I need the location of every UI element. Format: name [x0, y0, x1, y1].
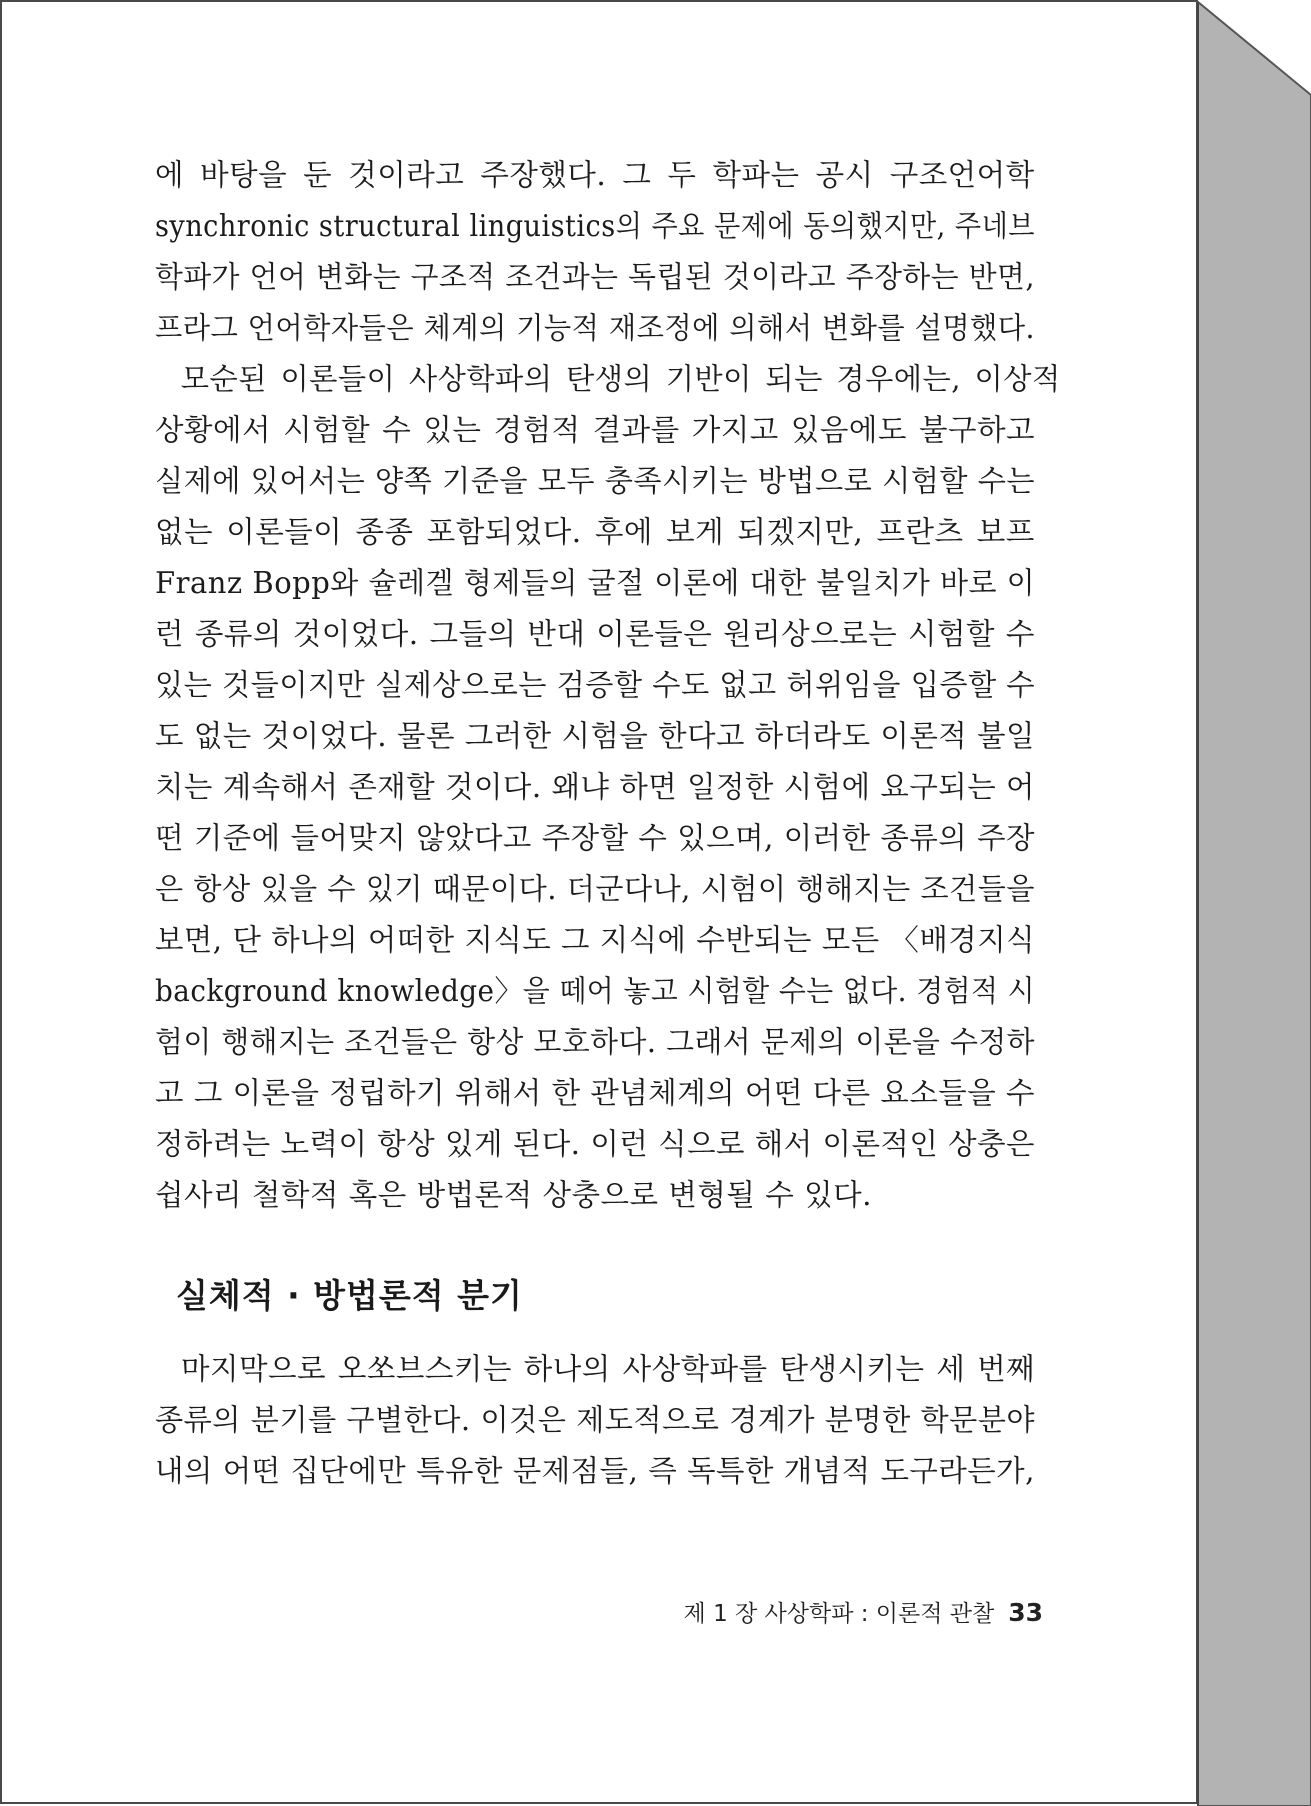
text-line: 보면, 단 하나의 어떠한 지식도 그 지식에 수반되는 모든 〈배경지식: [155, 923, 1035, 957]
text-line: 떤 기준에 들어맞지 않았다고 주장할 수 있으며, 이러한 종류의 주장: [155, 821, 1035, 855]
text-line: 험이 행해지는 조건들은 항상 모호하다. 그래서 문제의 이론을 수정하: [155, 1025, 1036, 1059]
text-line: 치는 계속해서 존재할 것이다. 왜냐 하면 일정한 시험에 요구되는 어: [155, 770, 1035, 804]
section-heading: 실체적 · 방법론적 분기: [176, 1276, 523, 1315]
text-line: synchronic structural linguistics의 주요 문제에 동의했지만, 주네브: [155, 209, 1035, 243]
text-line: 프라그 언어학자들은 체계의 기능적 재조정에 의해서 변화를 설명했다.: [155, 311, 1035, 345]
body-paragraph-2: [155, 1344, 1035, 1497]
page-number: 33: [1008, 1598, 1043, 1627]
text-line: 종류의 분기를 구별한다. 이것은 제도적으로 경계가 분명한 학문분야: [155, 1403, 1036, 1437]
text-line: 내의 어떤 집단에만 특유한 문제점들, 즉 독특한 개념적 도구라든가,: [155, 1454, 1035, 1488]
text-line: 있는 것들이지만 실제상으로는 검증할 수도 없고 허위임을 입증할 수: [155, 668, 1036, 702]
text-line: Franz Bopp와 슐레겔 형제들의 굴절 이론에 대한 불일치가 바로 이: [155, 566, 1036, 600]
text-line: 은 항상 있을 수 있기 때문이다. 더군다나, 시험이 행해지는 조건들을: [155, 872, 1035, 906]
text-line: 정하려는 노력이 항상 있게 된다. 이런 식으로 해서 이론적인 상충은: [155, 1127, 1035, 1161]
text-line: 상황에서 시험할 수 있는 경험적 결과를 가지고 있음에도 불구하고: [155, 413, 1035, 447]
text-line: 도 없는 것이었다. 물론 그러한 시험을 한다고 하더라도 이론적 불일: [155, 719, 1035, 753]
text-line: 쉽사리 철학적 혹은 방법론적 상충으로 변형될 수 있다.: [155, 1178, 872, 1212]
text-line: 학파가 언어 변화는 구조적 조건과는 독립된 것이라고 주장하는 반면,: [155, 260, 1036, 294]
page-footer: [684, 1595, 1043, 1628]
text-line: background knowledge〉을 떼어 놓고 시험할 수는 없다. 경험적 시: [155, 974, 1036, 1008]
text-line: 런 종류의 것이었다. 그들의 반대 이론들은 원리상으로는 시험할 수: [155, 617, 1035, 651]
text-line: 없는 이론들이 종종 포함되었다. 후에 보게 되겠지만, 프란츠 보프: [155, 515, 1035, 549]
text-line: 실제에 있어서는 양쪽 기준을 모두 충족시키는 방법으로 시험할 수는: [155, 464, 1036, 498]
text-line: 마지막으로 오쏘브스키는 하나의 사상학파를 탄생시키는 세 번째: [181, 1352, 1036, 1386]
text-line: 고 그 이론을 정립하기 위해서 한 관념체계의 어떤 다른 요소들을 수: [155, 1076, 1035, 1110]
text-line: 모순된 이론들이 사상학파의 탄생의 기반이 되는 경우에는, 이상적: [180, 362, 1061, 396]
text-line: 에 바탕을 둔 것이라고 주장했다. 그 두 학파는 공시 구조언어학: [155, 158, 1035, 192]
body-paragraph-1: [155, 150, 1061, 1221]
chapter-title: 제 1 장 사상학파 : 이론적 관찰: [683, 1601, 995, 1627]
